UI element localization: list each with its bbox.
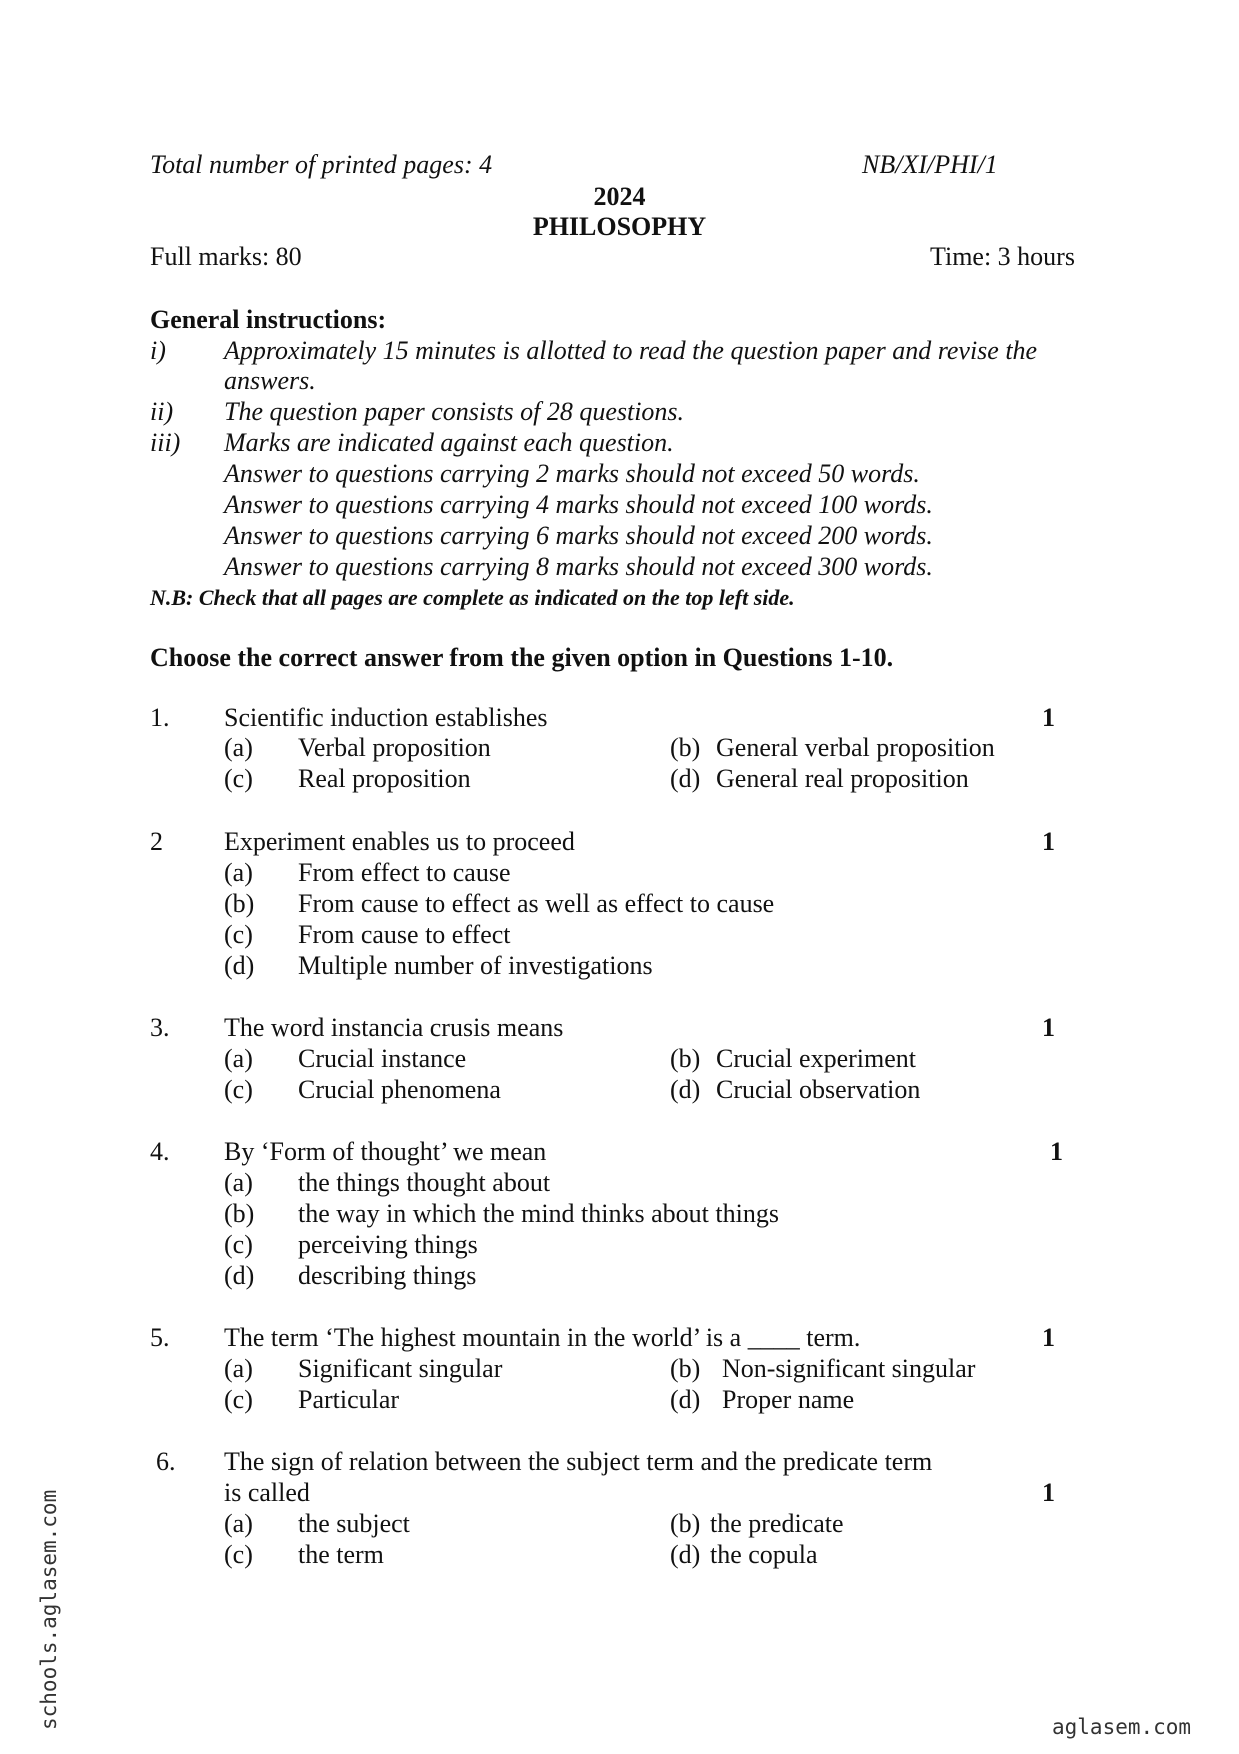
option-label: (a)	[224, 858, 253, 887]
full-marks: Full marks: 80	[150, 242, 302, 271]
option-text: perceiving things	[298, 1230, 478, 1259]
question-number: 1.	[150, 703, 170, 732]
side-watermark: schools.aglasem.com	[37, 1489, 61, 1730]
word-limit: Answer to questions carrying 8 marks should not exceed 300 words.	[224, 552, 933, 581]
nb-note: N.B: Check that all pages are complete as indicated on the top left side.	[150, 585, 795, 610]
question-number: 5.	[150, 1323, 170, 1352]
option-text: the way in which the mind thinks about things	[298, 1199, 779, 1228]
word-limit: Answer to questions carrying 4 marks should not exceed 100 words.	[224, 490, 933, 519]
option-label: (b)	[224, 1199, 255, 1228]
question-mark: 1	[1042, 1478, 1055, 1507]
question-mark: 1	[1050, 1137, 1063, 1166]
option-text: Crucial instance	[298, 1044, 467, 1073]
option-label: (a)	[224, 1168, 253, 1197]
option-label: (c)	[224, 1385, 253, 1414]
option-label: (d)	[670, 764, 701, 793]
option-text: Crucial phenomena	[298, 1075, 501, 1104]
question-mark: 1	[1042, 703, 1055, 732]
question-text: Experiment enables us to proceed	[224, 827, 575, 856]
option-text: Real proposition	[298, 764, 471, 793]
option-label: (d)	[670, 1385, 701, 1414]
instructions-title: General instructions:	[150, 305, 387, 334]
instruction-text: The question paper consists of 28 questions.	[224, 397, 685, 426]
option-text: From effect to cause	[298, 858, 511, 887]
question-number: 4.	[150, 1137, 170, 1166]
option-label: (c)	[224, 1230, 253, 1259]
option-label: (b)	[670, 1044, 701, 1073]
option-text: General real proposition	[716, 764, 969, 793]
option-label: (b)	[670, 733, 701, 762]
option-text: Verbal proposition	[298, 733, 491, 762]
option-label: (d)	[224, 951, 255, 980]
option-text: the term	[298, 1540, 384, 1569]
question-number: 6.	[156, 1447, 176, 1476]
instruction-text: answers.	[224, 366, 316, 395]
printed-pages: Total number of printed pages: 4	[150, 150, 493, 179]
word-limit: Answer to questions carrying 6 marks should not exceed 200 words.	[224, 521, 933, 550]
option-text: Crucial experiment	[716, 1044, 916, 1073]
option-label: (c)	[224, 1075, 253, 1104]
option-text: the things thought about	[298, 1168, 551, 1197]
instruction-num: ii)	[150, 397, 174, 426]
option-label: (d)	[224, 1261, 255, 1290]
option-label: (c)	[224, 920, 253, 949]
question-mark: 1	[1042, 1013, 1055, 1042]
instruction-text: Approximately 15 minutes is allotted to read the question paper and revise the	[224, 336, 1038, 365]
option-text: Multiple number of investigations	[298, 951, 653, 980]
option-text: the subject	[298, 1509, 410, 1538]
option-label: (a)	[224, 1509, 253, 1538]
question-text: is called	[224, 1478, 310, 1507]
option-text: Proper name	[722, 1385, 855, 1414]
question-number: 2	[150, 827, 163, 856]
option-text: Non-significant singular	[722, 1354, 976, 1383]
question-mark: 1	[1042, 827, 1055, 856]
option-text: describing things	[298, 1261, 477, 1290]
section-title: Choose the correct answer from the given option in Questions 1-10.	[150, 643, 894, 672]
option-label: (a)	[224, 1354, 253, 1383]
paper-code: NB/XI/PHI/1	[862, 150, 998, 179]
option-label: (b)	[224, 889, 255, 918]
option-label: (b)	[670, 1354, 701, 1383]
instruction-text: Marks are indicated against each question.	[224, 428, 674, 457]
subject-title: PHILOSOPHY	[532, 212, 707, 241]
option-text: Particular	[298, 1385, 400, 1414]
option-label: (a)	[224, 733, 253, 762]
question-text: The sign of relation between the subject term and the predicate term	[224, 1447, 933, 1476]
option-text: Significant singular	[298, 1354, 503, 1383]
option-text: the predicate	[710, 1509, 844, 1538]
instruction-num: iii)	[150, 428, 181, 457]
question-text: The word instancia crusis means	[224, 1013, 564, 1042]
option-label: (c)	[224, 1540, 253, 1569]
option-label: (c)	[224, 764, 253, 793]
option-label: (d)	[670, 1075, 701, 1104]
instruction-num: i)	[150, 336, 166, 365]
option-label: (b)	[670, 1509, 701, 1538]
option-label: (a)	[224, 1044, 253, 1073]
exam-time: Time: 3 hours	[930, 242, 1075, 271]
question-text: The term ‘The highest mountain in the world’ is a ____ term.	[224, 1323, 861, 1352]
question-text: By ‘Form of thought’ we mean	[224, 1137, 547, 1166]
option-text: From cause to effect	[298, 920, 511, 949]
option-text: the copula	[710, 1540, 818, 1569]
option-text: From cause to effect as well as effect to cause	[298, 889, 775, 918]
word-limit: Answer to questions carrying 2 marks should not exceed 50 words.	[224, 459, 920, 488]
corner-watermark: aglasem.com	[1052, 1715, 1192, 1739]
question-number: 3.	[150, 1013, 170, 1042]
exam-year: 2024	[593, 182, 646, 211]
option-text: Crucial observation	[716, 1075, 921, 1104]
option-text: General verbal proposition	[716, 733, 995, 762]
question-mark: 1	[1042, 1323, 1055, 1352]
option-label: (d)	[670, 1540, 701, 1569]
question-text: Scientific induction establishes	[224, 703, 548, 732]
